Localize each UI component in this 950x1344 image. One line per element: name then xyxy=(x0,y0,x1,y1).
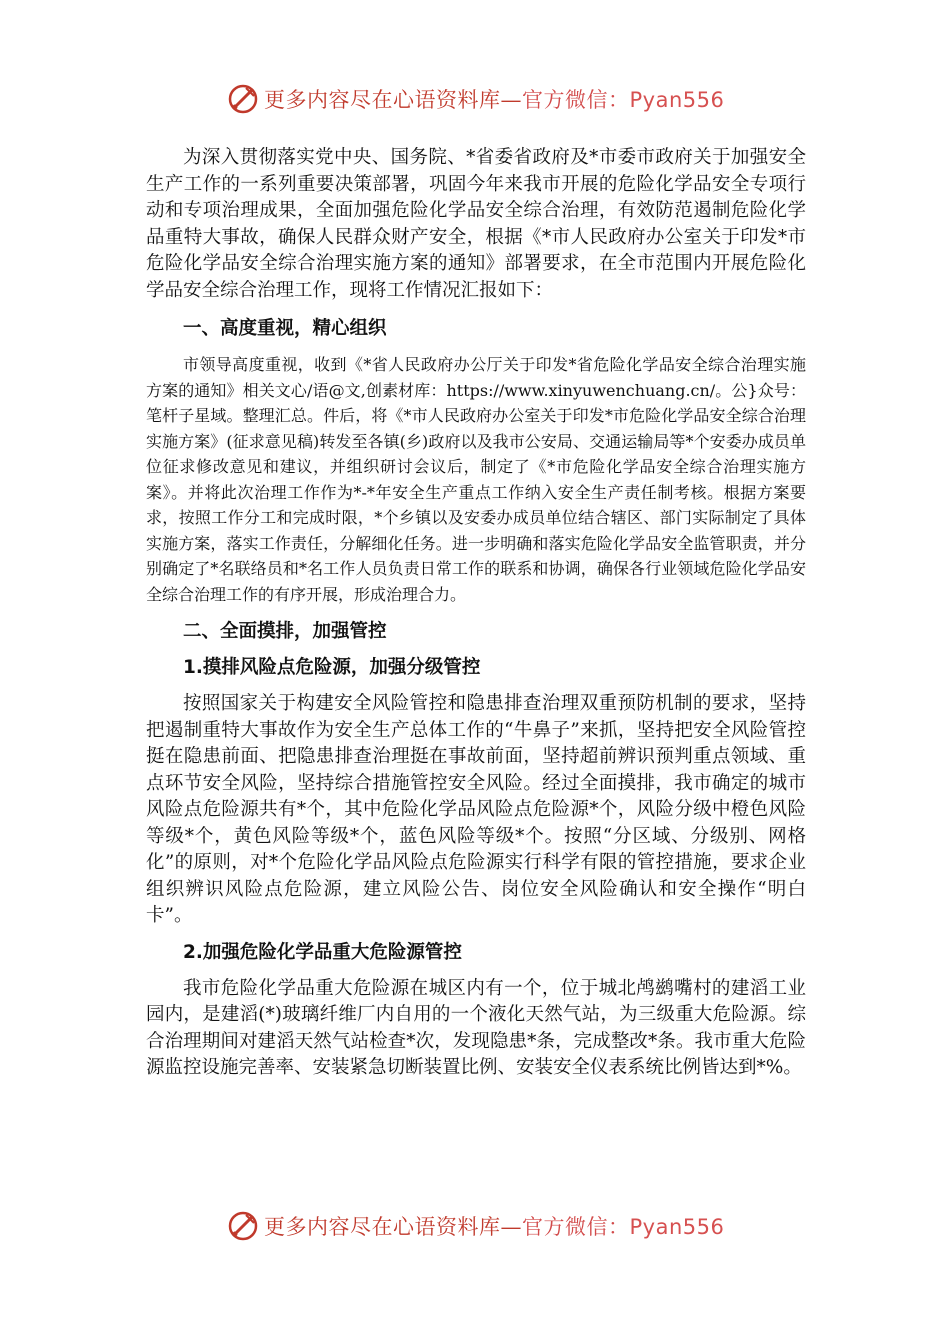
banner-separator: — xyxy=(500,1215,522,1239)
section2-sub1-paragraph: 按照国家关于构建安全风险管控和隐患排查治理双重预防机制的要求，坚持把遏制重特大事故作为安全生产总体工作的“牛鼻子”来抓，坚持把安全风险管控挺在隐患前面、把隐患排查治理挺在事故前面，坚持超前辨识预判重点领域、重点环节安全风险，坚持综合措施管控安全风险。经过全面摸排，我市确定的城市风险点危险源共有*个，其中危险化学品风险点危险源*个，风险分级中橙色风险等级*个，黄色风险等级*个，蓝色风险等级*个。按照“分区域、分级别、网格化”的原则，对*个危险化学品风险点危险源实行科学有限的管控措施，要求企业组织辨识风险点危险源，建立风险公告、岗位安全风险确认和安全操作“明白卡”。 xyxy=(146,693,806,926)
section2-sub2-paragraph: 我市危险化学品重大危险源在城区内有一个，位于城北鸬鹚嘴村的建滔工业园内，是建滔(*)玻璃纤维厂内自用的一个液化天然气站，为三级重大危险源。综合治理期间对建滔天然气站检查*次，发现隐患*条，完成整改*条。我市重大危险源监控设施完善率、安装紧急切断装置比例、安装安全仪表系统比例皆达到*%。 xyxy=(146,977,806,1078)
banner-id: Pyan556 xyxy=(629,1215,725,1239)
banner-text xyxy=(264,84,724,114)
header-watermark-banner xyxy=(226,82,724,116)
banner-label: 官方微信： xyxy=(522,1215,630,1239)
banner-main: 更多内容尽在心语资料库 xyxy=(264,1215,501,1239)
document-body xyxy=(146,145,806,1082)
banner-main: 更多内容尽在心语资料库 xyxy=(264,88,501,112)
pen-logo-icon xyxy=(226,82,260,116)
section2-sub1-heading: 1.摸排风险点危险源，加强分级管控 xyxy=(183,657,481,678)
banner-separator: — xyxy=(500,88,522,112)
footer-watermark-banner xyxy=(226,1209,724,1243)
banner-text xyxy=(264,1211,724,1241)
banner-label: 官方微信： xyxy=(522,88,630,112)
pen-logo-icon xyxy=(226,1209,260,1243)
section2-sub2-heading: 2.加强危险化学品重大危险源管控 xyxy=(183,941,462,963)
section1-paragraph: 市领导高度重视，收到《*省人民政府办公厅关于印发*省危险化学品安全综合治理实施方案的通知》相关文心/语@文,创素材库：https://www.xinyuwenchuang.cn/。公}众号：笔杆子星域。整理汇总。件后，将《*市人民政府办公室关于印发*市危险化学品安全综合治理实施方案》(征求意见稿)转发至各镇(乡)政府以及我市公安局、交通运输局等*个安委办成员单位征求修改意见和建议，并组织研讨会议后，制定了《*市危险化学品安全综合治理实施方案》。并将此次治理工作作为*-*年安全生产重点工作纳入安全生产责任制考核。根据方案要求，按照工作分工和完成时限，*个乡镇以及安委办成员单位结合辖区、部门实际制定了具体实施方案，落实工作责任，分解细化任务。进一步明确和落实危险化学品安全监管职责，并分别确定了*名联络员和*名工作人员负责日常工作的联系和协调，确保各行业领域危险化学品安全综合治理工作的有序开展，形成治理合力。 xyxy=(146,355,806,604)
section1-heading: 一、高度重视，精心组织 xyxy=(183,318,387,339)
intro-paragraph: 为深入贯彻落实党中央、国务院、*省委省政府及*市委市政府关于加强安全生产工作的一系列重要决策部署，巩固今年来我市开展的危险化学品安全专项行动和专项治理成果，全面加强危险化学品安全综合治理，有效防范遏制危险化学品重特大事故，确保人民群众财产安全，根据《*市人民政府办公室关于印发*市危险化学品安全综合治理实施方案的通知》部署要求，在全市范围内开展危险化学品安全综合治理工作，现将工作情况汇报如下： xyxy=(146,147,806,301)
banner-id: Pyan556 xyxy=(629,88,725,112)
section2-heading: 二、全面摸排，加强管控 xyxy=(183,621,387,642)
